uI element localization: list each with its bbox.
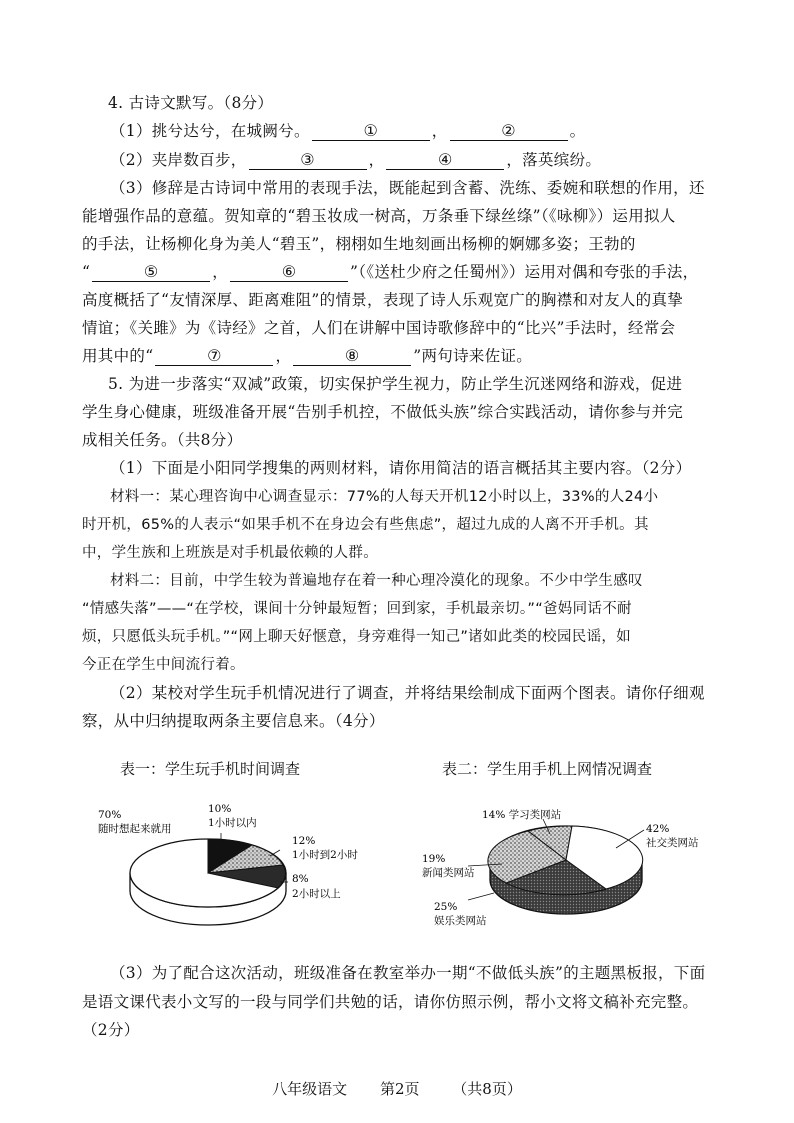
q5-sub2-line-2: 察，从中归纳提取两条主要信息来。（4分） [82,712,385,730]
material-2-line-1: 材料二：目前，中学生较为普遍地存在着一种心理冷漠化的现象。不少中学生感叹 [110,573,643,589]
chart-2-label-19-pct: 19% [422,853,446,865]
sep-1: ， [431,122,448,140]
sep-2: ， [368,151,385,169]
chart-2-label-19-name: 新闻类网站 [422,867,475,879]
blank-6-number: ⑥ [281,262,297,281]
q5-sub2-line-1: （2）某校对学生玩手机情况进行了调查，并将结果绘制成下面两个图表。请你仔细观 [110,684,705,702]
chart-1-label-10-name: 1小时以内 [208,817,257,829]
sep-4: ， [275,347,292,365]
q4-line-9 [82,345,722,367]
material-2-line-4: 今正在学生中间流行着。 [82,657,245,673]
chart-1-label-70-pct: 70% [98,809,122,821]
q5-line-1: 5. 为进一步落实“双减”政策，切实保护学生视力，防止学生沉迷网络和游戏，促进 [108,375,683,393]
page-footer [0,1078,794,1099]
blank-7[interactable] [155,347,273,366]
l9-end: ”两句诗来佐证。 [413,347,533,365]
q5-line-2: 学生身心健康，班级准备开展“告别手机控，不做低头族”综合实践活动，请你参与并完 [82,403,684,421]
q5-sub3-line-1: （3）为了配合这次活动，班级准备在教室举办一期“不做低头族”的主题黑板报，下面 [110,964,706,982]
chart-2-title: 表二：学生用手机上网情况调查 [442,760,653,778]
q4-line-6 [82,261,722,283]
blank-8-number: ⑧ [344,346,360,365]
blank-7-number: ⑦ [207,346,222,365]
q4-l1-text: （1）挑兮达兮，在城阙兮。 [110,122,310,140]
chart-1-label-10-pct: 10% [208,803,232,815]
q4-line-4: 能增强作品的意蕴。贺知章的“碧玉妆成一树高，万条垂下绿丝绦”（《咏柳》）运用拟人 [82,207,676,225]
blank-1-number: ① [363,121,379,140]
blank-4-number: ④ [438,150,453,169]
q4-line-5: 的手法，让杨柳化身为美人“碧玉”，栩栩如生地刻画出杨柳的婀娜多姿；王勃的 [82,235,636,253]
q4-line-3: （3）修辞是古诗词中常用的表现手法，既能起到含蓄、洗练、委婉和联想的作用，还 [110,179,705,197]
q4-line-2 [110,149,722,171]
chart-1-pie [92,798,392,938]
blank-2-number: ② [501,121,516,140]
q4-l2-text: （2）夹岸数百步， [110,151,247,169]
chart-1-label-8-pct: 8% [292,873,309,885]
blank-3[interactable] [249,151,367,170]
chart-2-label-25-pct: 25% [434,901,458,913]
blank-4[interactable] [386,151,504,170]
blank-8[interactable] [293,347,411,366]
l9-text: 用其中的“ [82,347,154,365]
sep-3: ， [212,263,229,281]
chart-1-label-12-name: 1小时到2小时 [292,849,358,861]
q5-sub3-line-2: 是语文课代表小文写的一段与同学们共勉的话，请你仿照示例，帮小文将文稿补充完整。 [82,993,699,1011]
chart-2-label-42-pct: 42% [646,823,670,835]
chart-1-label-70-name: 随时想起来就用 [98,823,172,835]
q5-sub3-line-3: （2分） [82,1021,140,1039]
q4-title: 4. 古诗文默写。（8分） [108,94,274,112]
material-2-line-3: 烦，只愿低头玩手机。”“网上聊天好惬意，身旁难得一知己”诸如此类的校园民谣，如 [82,629,631,645]
chart-2-label-14: 14% 学习类网站 [482,809,562,821]
chart-2-pie [410,798,730,938]
q5-line-3: 成相关任务。（共8分） [82,431,243,449]
chart-1-label-8-name: 2小时以上 [292,888,341,900]
material-1-line-1: 材料一：某心理咨询中心调查显示：77%的人每天开机12小时以上，33%的人24小 [110,489,659,505]
blank-3-number: ③ [300,150,315,169]
blank-5[interactable] [92,263,210,282]
q4-line-7: 高度概括了“友情深厚、距离难阻”的情景，表现了诗人乐观宽广的胸襟和对友人的真挚 [82,291,684,309]
blank-6[interactable] [230,263,348,282]
blank-2[interactable] [450,122,568,141]
l2-end: ，落英缤纷。 [506,151,602,169]
blank-5-number: ⑤ [143,262,159,281]
footer-grade: 八年级语文 [272,1080,348,1098]
q5-sub1: （1）下面是小阳同学搜集的两则材料，请你用简洁的语言概括其主要内容。（2分） [110,459,692,477]
l1-end: 。 [569,122,586,140]
q4-line-8: 情谊；《关雎》为《诗经》之首，人们在讲解中国诗歌修辞中的“比兴”手法时，经常会 [82,319,676,337]
footer-total: （共8页） [452,1080,522,1098]
chart-2-label-42-name: 社交类网站 [646,837,699,849]
chart-1-label-12-pct: 12% [292,835,316,847]
blank-1[interactable] [312,122,430,141]
material-2-line-2: “情感失落”——“在学校，课间十分钟最短暂；回到家，手机最亲切。”“爸妈同话不耐 [82,601,632,617]
chart-1-title: 表一：学生玩手机时间调查 [120,760,301,778]
quote-open: “ [82,263,91,281]
footer-page: 第2页 [379,1080,420,1098]
l6-end: ”（《送杜少府之任蜀州》）运用对偶和夸张的手法， [350,263,699,281]
q4-line-1 [110,120,722,142]
chart-2-label-25-name: 娱乐类网站 [434,915,487,927]
material-1-line-2: 时开机，65%的人表示“如果手机不在身边会有些焦虑”，超过九成的人离不开手机。其 [82,517,649,533]
material-1-line-3: 中，学生族和上班族是对手机最依赖的人群。 [82,545,378,561]
